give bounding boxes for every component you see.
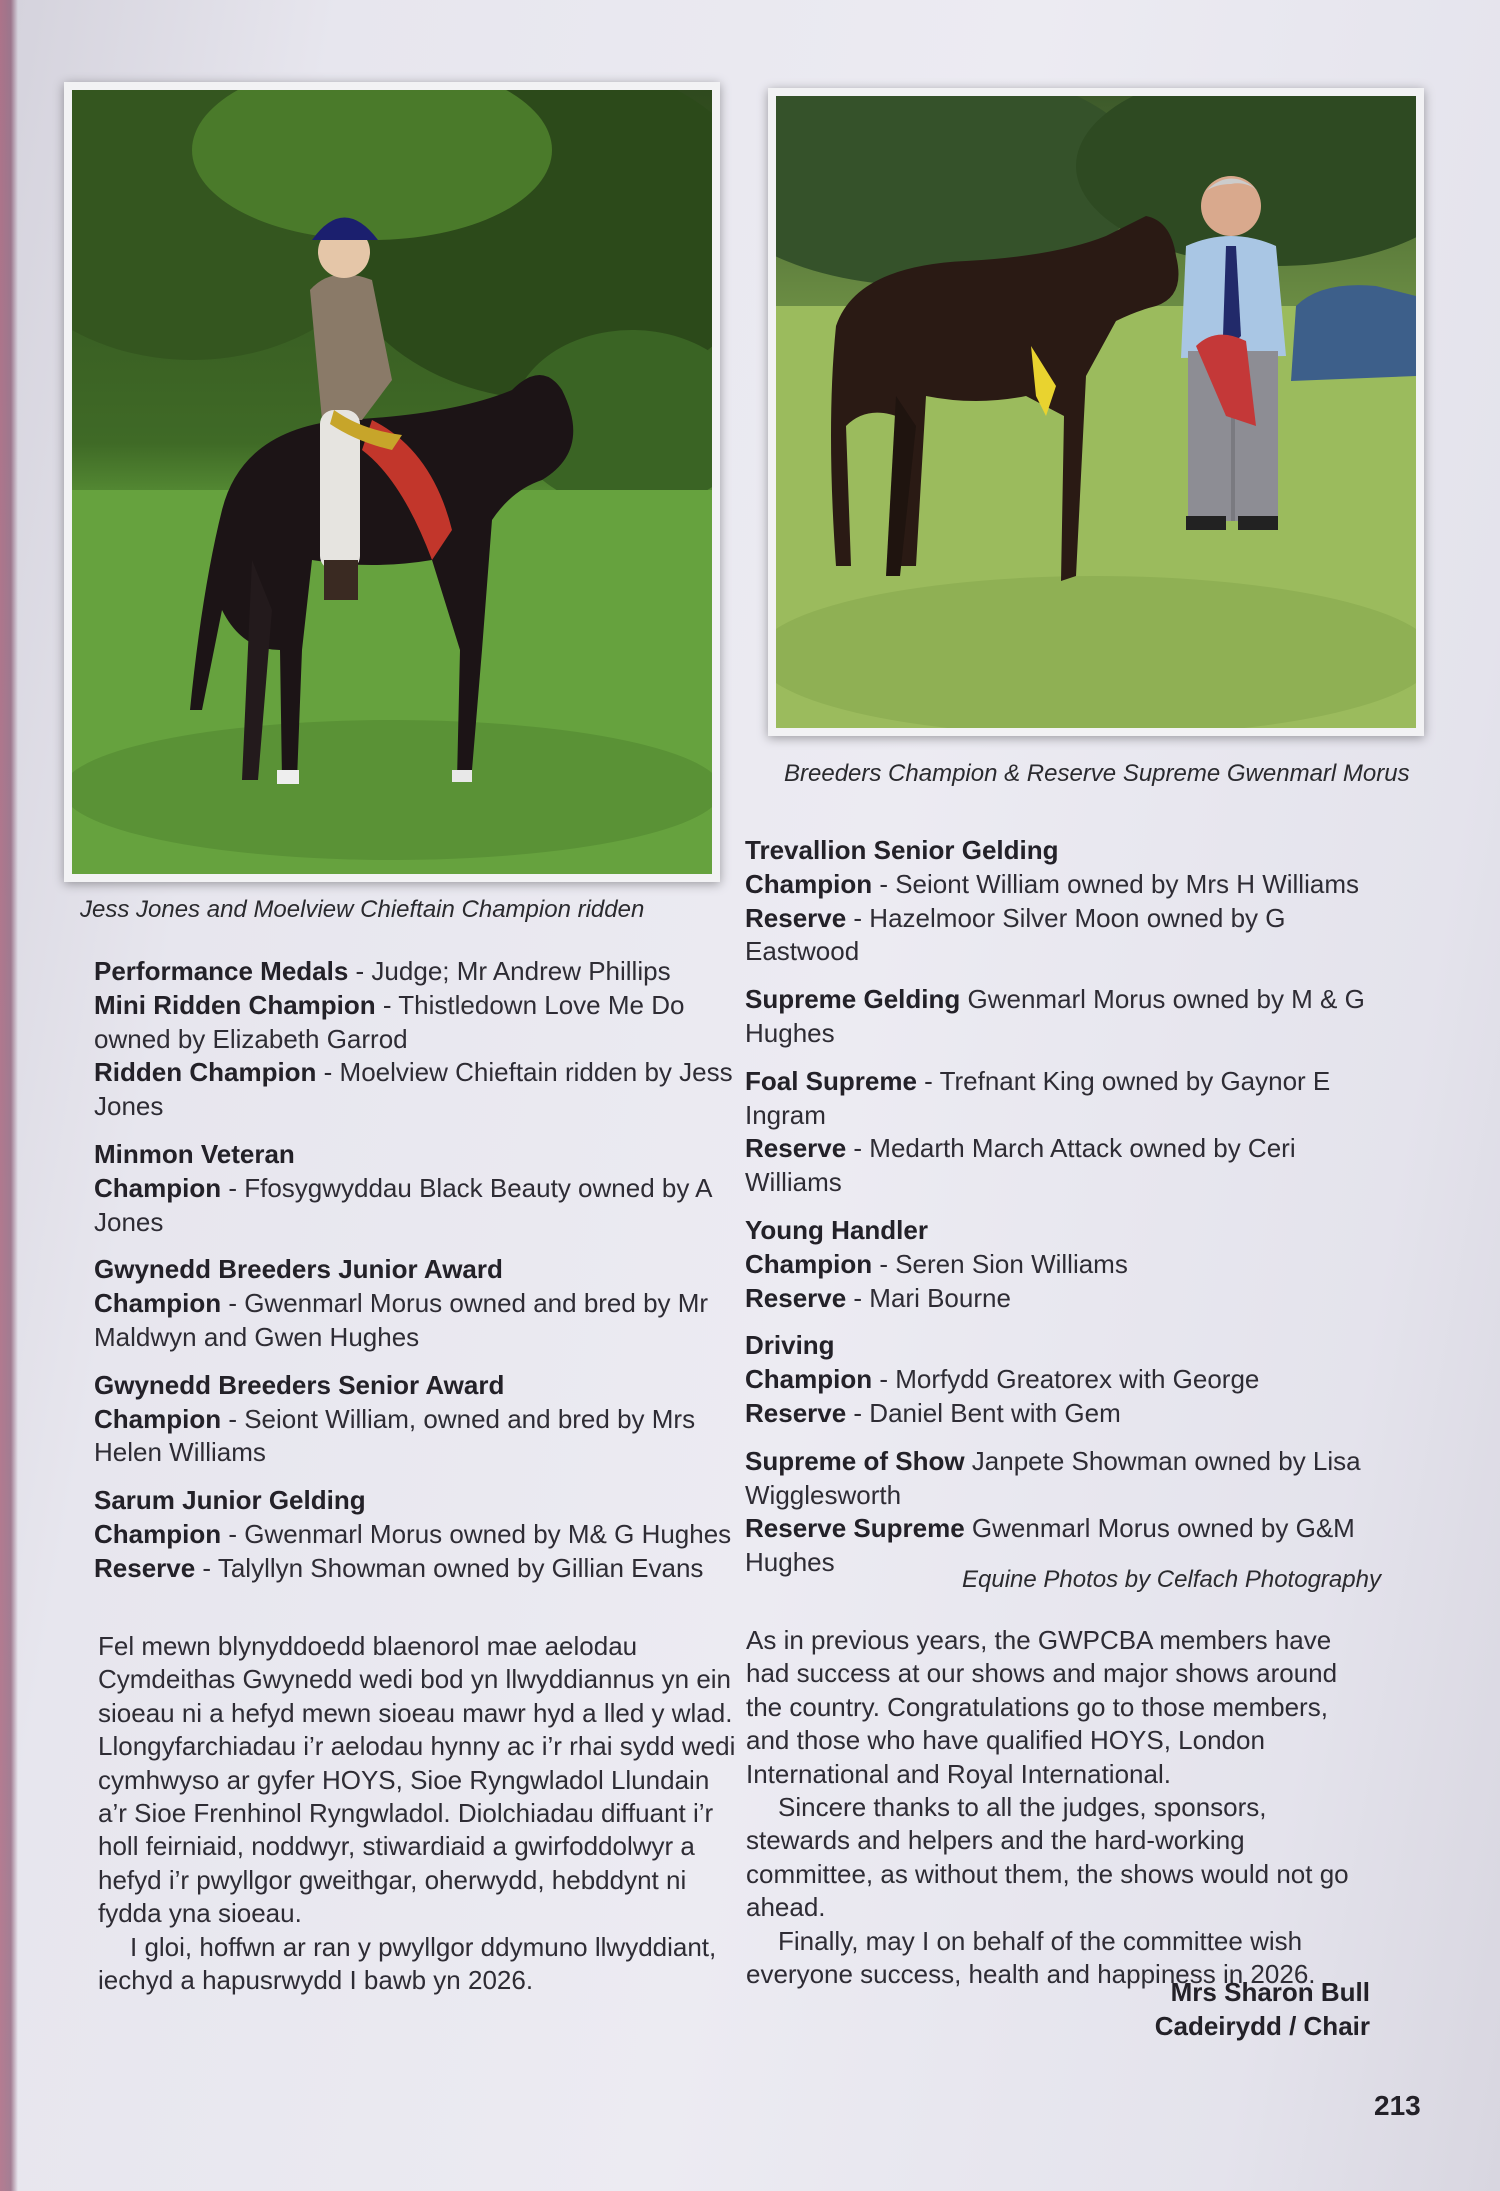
result-heading: Minmon Veteran — [94, 1138, 295, 1169]
result-line — [94, 1056, 734, 1090]
result-heading: Champion — [94, 1288, 222, 1319]
result-line — [745, 1166, 1385, 1200]
signature-name: Mrs Sharon Bull — [1170, 1977, 1370, 2007]
result-line — [94, 1172, 734, 1206]
photo-handler-with-pony — [768, 88, 1424, 736]
result-text: Jones — [94, 1206, 164, 1237]
result-text: - Moelview Chieftain ridden by Jess — [316, 1057, 733, 1088]
result-line — [94, 989, 734, 1023]
result-text: Wigglesworth — [745, 1479, 902, 1510]
result-text: Gwenmarl Morus owned by M & G — [960, 984, 1365, 1015]
result-text: Janpete Showman owned by Lisa — [964, 1445, 1361, 1476]
result-heading: Champion — [745, 868, 873, 899]
result-heading: Young Handler — [745, 1214, 928, 1245]
result-line — [94, 1484, 734, 1518]
result-heading: Gwynedd Breeders Junior Award — [94, 1254, 503, 1285]
result-line — [745, 868, 1385, 902]
result-line — [745, 1512, 1385, 1546]
result-text: - Hazelmoor Silver Moon owned by G Eastwood — [745, 902, 1286, 967]
photo-caption-right: Breeders Champion & Reserve Supreme Gwenmarl Morus — [784, 760, 1410, 787]
welsh-closing-text — [98, 1630, 738, 1997]
result-text: Ingram — [745, 1099, 826, 1130]
result-text: - Ffosygwyddau Black Beauty owned by A — [221, 1172, 713, 1203]
results-right-column — [745, 834, 1385, 1594]
photo-credit: Equine Photos by Celfach Photography — [962, 1566, 1381, 1593]
result-heading: Reserve — [745, 1397, 847, 1428]
result-line — [745, 1017, 1385, 1051]
result-text: - Talyllyn Showman owned by Gillian Evans — [195, 1552, 704, 1583]
result-heading: Mini Ridden Champion — [94, 989, 376, 1020]
english-paragraph: Sincere thanks to all the judges, sponsors, stewards and helpers and the hard-working committee, as without them, the shows would not go ahead. — [746, 1792, 1349, 1923]
result-line — [94, 1369, 734, 1403]
result-text: - Mari Bourne — [846, 1282, 1011, 1313]
result-heading: Ridden Champion — [94, 1057, 317, 1088]
result-text: Hughes — [745, 1547, 835, 1578]
result-line — [94, 1321, 734, 1355]
result-heading: Reserve — [94, 1552, 196, 1583]
result-heading: Foal Supreme — [745, 1065, 917, 1096]
result-text: - Seiont William, owned and bred by Mrs — [221, 1403, 696, 1434]
result-line — [94, 1287, 734, 1321]
result-line — [745, 902, 1385, 970]
signature-role: Cadeirydd / Chair — [1154, 2011, 1370, 2041]
result-line — [94, 1552, 734, 1586]
result-text: Jones — [94, 1091, 164, 1122]
result-line — [745, 1479, 1385, 1513]
result-text: - Seiont William owned by Mrs H Williams — [872, 868, 1359, 899]
result-line — [94, 1436, 734, 1470]
result-line — [94, 1253, 734, 1287]
welsh-paragraph: Fel mewn blynyddoedd blaenorol mae aelodau Cymdeithas Gwynedd wedi bod yn llwyddiannus yn ein sioeau ni a hefyd mewn sioeau mawr hyd a lled y wlad. Llongyfarchiadau i’r aelodau hynny ac i’r rhai sydd wedi cymhwyso ar gyfer HOYS, Sioe Ryngwladol Llundain a’r Sioe Frenhinol Ryngwladol. Diolchiadau diffuant i’r holl feirniaid, noddwyr, stiwardiaid a gwirfoddolwyr a hefyd i’r pwyllgor gweithgar, oherwydd, hebddynt ni fydda yna sioeau. — [98, 1631, 736, 1929]
result-text: Gwenmarl Morus owned by G&M — [964, 1513, 1355, 1544]
result-text: owned by Elizabeth Garrod — [94, 1023, 408, 1054]
result-heading: Sarum Junior Gelding — [94, 1485, 366, 1516]
result-heading: Trevallion Senior Gelding — [745, 835, 1059, 865]
result-line — [745, 1282, 1385, 1316]
result-line — [94, 1403, 734, 1437]
result-line — [94, 1090, 734, 1124]
photo-caption-left: Jess Jones and Moelview Chieftain Champion ridden — [80, 896, 645, 923]
result-text: - Gwenmarl Morus owned and bred by Mr — [221, 1288, 709, 1319]
result-heading: Gwynedd Breeders Senior Award — [94, 1369, 505, 1400]
page-number: 213 — [1374, 2090, 1421, 2121]
result-text: - Judge; Mr Andrew Phillips — [348, 956, 671, 986]
result-line — [94, 1023, 734, 1057]
result-line — [94, 1206, 734, 1240]
result-text: Williams — [745, 1167, 842, 1198]
result-heading: Reserve Supreme — [745, 1513, 965, 1544]
result-line — [745, 834, 1385, 868]
welsh-paragraph: I gloi, hoffwn ar ran y pwyllgor ddymuno llwyddiant, iechyd a hapusrwydd I bawb yn 2026. — [98, 1931, 717, 1996]
result-block — [745, 1065, 1385, 1200]
result-text: Maldwyn and Gwen Hughes — [94, 1321, 420, 1352]
result-line — [94, 1138, 734, 1172]
result-block — [745, 1214, 1385, 1315]
result-block — [745, 1329, 1385, 1430]
result-line — [745, 1132, 1385, 1166]
result-text: - Medarth March Attack owned by Ceri — [846, 1133, 1296, 1164]
result-heading: Reserve — [745, 1282, 847, 1313]
result-heading: Champion — [94, 1172, 222, 1203]
result-text: - Trefnant King owned by Gaynor E — [916, 1065, 1331, 1096]
result-text: - Thistledown Love Me Do — [375, 989, 685, 1020]
result-line — [745, 983, 1385, 1017]
result-heading: Driving — [745, 1330, 835, 1361]
result-block — [94, 1369, 734, 1470]
result-block — [94, 1484, 734, 1585]
result-heading: Champion — [745, 1248, 873, 1279]
result-line — [745, 1445, 1385, 1479]
photo-rider-on-pony — [64, 82, 720, 882]
result-text: - Morfydd Greatorex with George — [872, 1364, 1260, 1395]
result-line — [745, 1329, 1385, 1363]
result-block — [94, 1253, 734, 1354]
result-heading: Champion — [94, 1403, 222, 1434]
result-line — [745, 1214, 1385, 1248]
result-block — [745, 1445, 1385, 1580]
result-block — [745, 834, 1385, 969]
result-heading: Performance Medals — [94, 956, 349, 986]
result-heading: Champion — [745, 1364, 873, 1395]
result-block — [745, 983, 1385, 1051]
result-line — [94, 1518, 734, 1552]
result-text: Helen Williams — [94, 1437, 266, 1468]
result-heading: Reserve — [745, 1133, 847, 1164]
results-left-column — [94, 955, 734, 1600]
english-paragraph: As in previous years, the GWPCBA members have had success at our shows and major shows around the country. Congratulations go to those members, and those who have qualified HOYS, London International and Royal International. — [746, 1625, 1338, 1789]
result-heading: Reserve — [745, 902, 847, 933]
result-text: - Daniel Bent with Gem — [846, 1397, 1121, 1428]
result-line — [745, 1363, 1385, 1397]
signature-block — [1155, 1975, 1370, 2043]
english-closing-text — [746, 1624, 1366, 1991]
result-line — [745, 1099, 1385, 1133]
result-line — [745, 1248, 1385, 1282]
result-block — [94, 1138, 734, 1239]
result-text: - Seren Sion Williams — [872, 1248, 1128, 1279]
result-block — [94, 955, 734, 1124]
result-heading: Champion — [94, 1518, 222, 1549]
result-line — [94, 955, 734, 989]
result-heading: Supreme of Show — [745, 1445, 965, 1476]
result-heading: Supreme Gelding — [745, 984, 961, 1015]
result-text: - Gwenmarl Morus owned by M& G Hughes — [221, 1518, 732, 1549]
result-text: Hughes — [745, 1017, 835, 1048]
english-paragraph: Finally, may I on behalf of the committee wish everyone success, health and happiness in 2026. — [746, 1925, 1316, 1990]
result-line — [745, 1065, 1385, 1099]
result-line — [745, 1397, 1385, 1431]
